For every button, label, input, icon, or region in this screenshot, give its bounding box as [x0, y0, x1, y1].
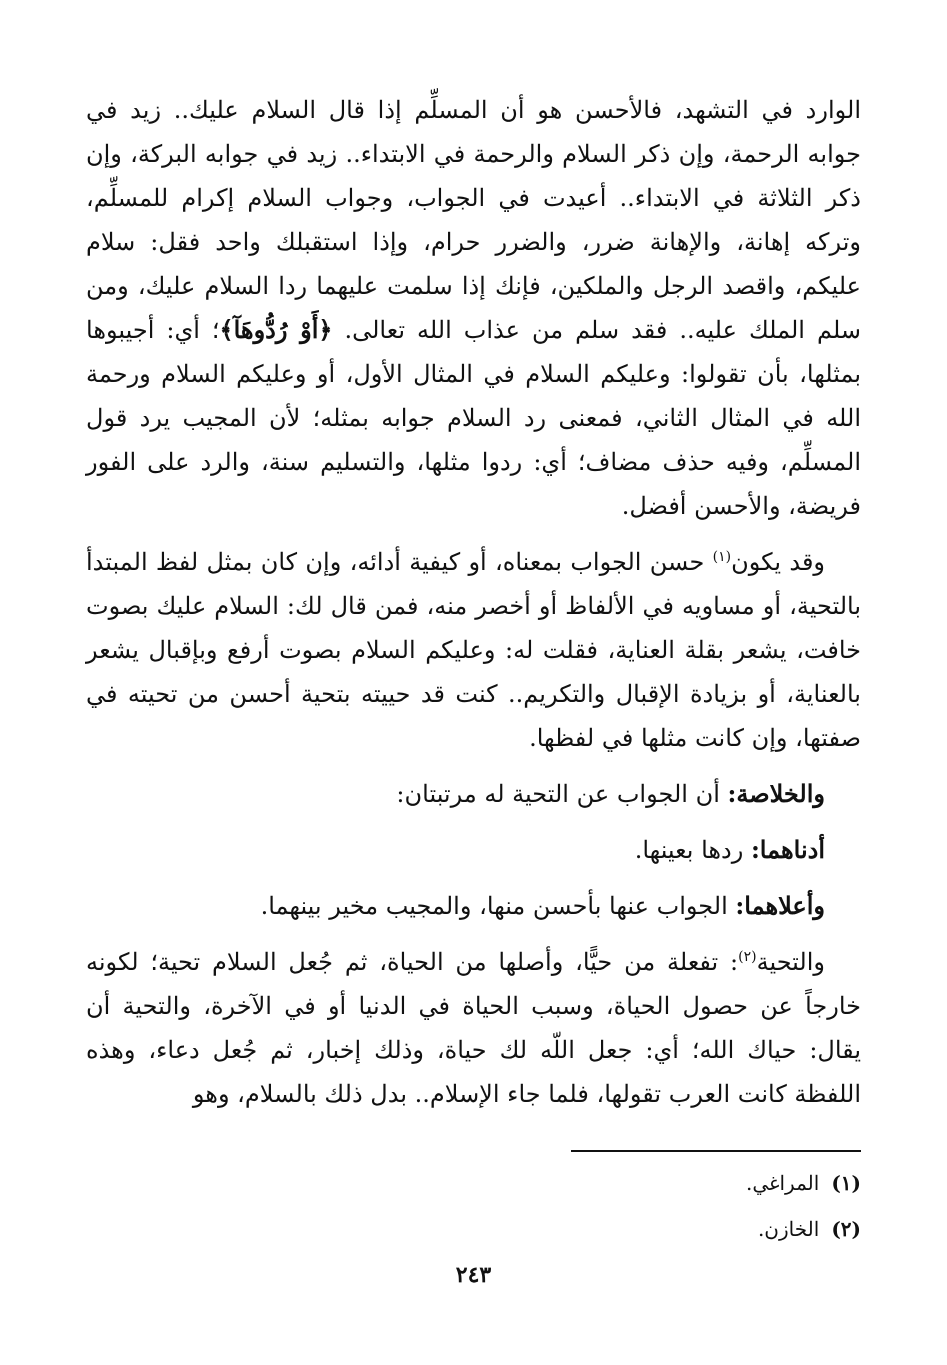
paragraph-3	[86, 940, 861, 1116]
footnote-2-number: (٢)	[831, 1217, 861, 1241]
footnotes	[361, 1160, 861, 1252]
footnote-1-number: (١)	[831, 1171, 861, 1195]
paragraph-2-start: وقد يكون	[731, 548, 826, 576]
paragraph-3-start: والتحية	[756, 948, 825, 976]
footnote-ref-1[interactable]: (١)	[712, 549, 732, 565]
page-number: ٢٤٣	[455, 1262, 492, 1288]
paragraph-3-text: : تفعلة من حيًّا، وأصلها من الحياة، ثم جُعل السلام تحية؛ لكونه خارجاً عن حصول الحياة، وسبب الحياة في الدنيا أو في الآخرة، والتحية أن يقال: حياك الله؛ أي: جعل اللّه لك حياة، وذلك إخبار، ثم جُعل دعاء، وهذه اللفظة كانت العرب تقولها، فلما جاء الإسلام.. بدل ذلك بالسلام، وهو	[86, 948, 861, 1108]
lower-rank-term: أدناهما:	[750, 835, 825, 864]
lower-rank-paragraph	[86, 828, 861, 872]
higher-rank-text: الجواب عنها بأحسن منها، والمجيب مخير بينهما.	[260, 892, 736, 920]
lower-rank-text: ردها بعينها.	[634, 836, 751, 864]
higher-rank-term: وأعلاهما:	[735, 891, 825, 920]
main-text	[86, 88, 861, 1128]
summary-term: والخلاصة:	[727, 779, 825, 808]
summary-paragraph	[86, 772, 861, 816]
quran-verse: ﴿أَوْ رُدُّوهَآ﴾	[219, 315, 333, 344]
paragraph-1-continuation: ؛ أي: أجيبوها بمثلها، بأن تقولوا: وعليكم السلام في المثال الأول، أو وعليكم السلام ورحمة الله في المثال الثاني، فمعنى رد السلام جوابه بمثله؛ لأن المجيب يرد قول المسلِّم، وفيه حذف مضاف؛ أي: ردوا مثلها، والتسليم سنة، والرد على الفور فريضة، والأحسن أفضل.	[86, 316, 861, 520]
footnote-ref-2[interactable]: (٢)	[738, 949, 757, 965]
higher-rank-paragraph	[86, 884, 861, 928]
footnote-1	[361, 1160, 861, 1206]
footnote-1-text: المراغي.	[746, 1171, 820, 1195]
footnote-divider	[571, 1150, 861, 1152]
paragraph-1	[86, 88, 861, 528]
paragraph-2	[86, 540, 861, 760]
footnote-2	[361, 1206, 861, 1252]
footnote-2-text: الخازن.	[757, 1217, 820, 1241]
paragraph-2-text: حسن الجواب بمعناه، أو كيفية أدائه، وإن كان بمثل لفظ المبتدأ بالتحية، أو مساويه في الألفاظ أو أخصر منه، فمن قال لك: السلام عليك بصوت خافت، يشعر بقلة العناية، فقلت له: وعليكم السلام بصوت أرفع وبإقبال يشعر بالعناية، أو بزيادة الإقبال والتكريم.. كنت قد حييته بتحية أحسن من تحيته في صفتها، وإن كانت مثلها في لفظها.	[86, 548, 861, 752]
paragraph-1-text: الوارد في التشهد، فالأحسن هو أن المسلِّم إذا قال السلام عليك.. زيد في جوابه الرحمة، وإن ذكر السلام والرحمة في الابتداء.. زيد في جوابه البركة، وإن ذكر الثلاثة في الابتداء.. أعيدت في الجواب، وجواب السلام إكرام للمسلِّم، وتركه إهانة، والإهانة ضرر، والضرر حرام، وإذا استقبلك واحد فقل: سلام عليكم، واقصد الرجل والملكين، فإنك إذا سلمت عليهما ردا السلام عليك، ومن سلم الملك عليه.. فقد سلم من عذاب الله تعالى.	[86, 96, 862, 344]
summary-text: أن الجواب عن التحية له مرتبتان:	[396, 780, 728, 808]
